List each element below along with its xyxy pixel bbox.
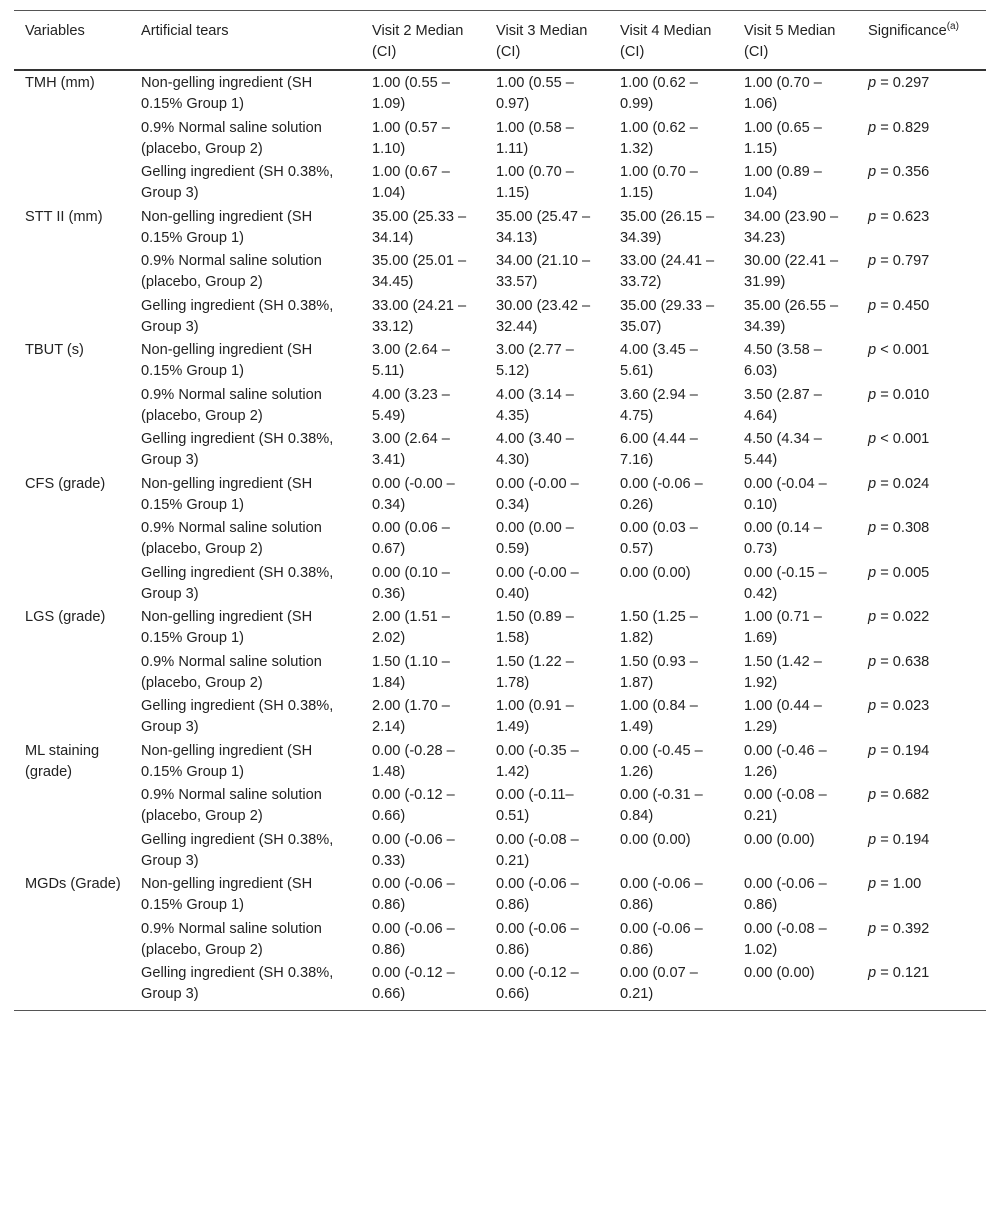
visit-3-cell: 35.00 (25.47 – 34.13) — [496, 208, 591, 246]
visit-2-cell: 4.00 (3.23 – 5.49) — [372, 386, 450, 424]
p-value: 0.024 — [892, 475, 930, 492]
visit-2-cell: 1.00 (0.67 – 1.04) — [372, 164, 450, 201]
header-visit-4: Visit 4 Median (CI) — [609, 11, 733, 71]
visit-3-cell: 1.50 (0.89 – 1.58) — [496, 609, 574, 646]
p-relation: = — [880, 520, 889, 536]
p-relation: = — [880, 742, 889, 759]
p-relation: = — [880, 609, 889, 625]
visit-5-cell: 0.00 (-0.04 – 0.10) — [744, 475, 827, 513]
p-value: 0.005 — [892, 564, 930, 581]
p-value: 1.00 — [892, 876, 922, 892]
significance-cell — [857, 206, 986, 251]
p-relation: = — [880, 164, 889, 180]
table-row — [14, 562, 986, 607]
visit-5-cell: 1.00 (0.71 – 1.69) — [744, 609, 822, 646]
variable-cell — [14, 695, 130, 740]
visit-4-cell: 0.00 (0.07 – 0.21) — [609, 962, 733, 1011]
visit-5-cell: 0.00 (0.14 – 0.73) — [744, 520, 822, 557]
significance-cell — [857, 117, 986, 162]
p-symbol: p — [868, 609, 877, 625]
artificial-tears-cell: Non-gelling ingredient (SH 0.15% Group 1) — [141, 75, 313, 112]
visit-3-cell: 0.00 (-0.00 – 0.40) — [496, 564, 579, 602]
visit-5-cell: 3.50 (2.87 – 4.64) — [744, 386, 822, 424]
p-symbol: p — [868, 253, 877, 269]
table-row — [14, 339, 986, 384]
significance-cell — [857, 517, 986, 562]
p-relation: = — [880, 208, 889, 225]
table-row — [14, 918, 986, 963]
visit-4-cell: 4.00 (3.45 – 5.61) — [620, 342, 698, 379]
p-relation: = — [880, 386, 889, 403]
table-row — [14, 206, 986, 251]
variable-cell — [14, 161, 130, 206]
visit-3-cell: 4.00 (3.40 – 4.30) — [496, 431, 574, 468]
visit-4-cell: 0.00 (-0.45 – 1.26) — [620, 742, 703, 780]
visit-4-cell: 0.00 (-0.06 – 0.86) — [620, 876, 703, 913]
variable-cell: CFS (grade) — [25, 475, 106, 492]
variable-cell: MGDs (Grade) — [25, 876, 121, 892]
significance-cell — [857, 784, 986, 829]
p-value: 0.450 — [892, 297, 930, 314]
visit-3-cell: 0.00 (-0.12 – 0.66) — [485, 962, 609, 1011]
visit-3-cell: 0.00 (-0.06 – 0.86) — [496, 920, 579, 958]
visit-5-cell: 30.00 (22.41 – 31.99) — [744, 253, 839, 290]
variable-cell: STT II (mm) — [25, 208, 103, 225]
p-value: 0.356 — [892, 164, 930, 180]
p-relation: < — [880, 342, 889, 358]
visit-2-cell: 35.00 (25.01 – 34.45) — [372, 253, 467, 290]
p-relation: = — [880, 119, 889, 136]
visit-2-cell: 1.50 (1.10 – 1.84) — [372, 653, 450, 691]
p-relation: = — [880, 831, 889, 848]
header-artificial-tears: Artificial tears — [130, 11, 361, 71]
visit-5-cell: 1.00 (0.89 – 1.04) — [744, 164, 822, 201]
significance-cell — [857, 918, 986, 963]
significance-cell — [857, 473, 986, 518]
visit-2-cell: 0.00 (-0.12 – 0.66) — [372, 787, 455, 824]
visit-5-cell: 1.00 (0.65 – 1.15) — [744, 119, 822, 157]
results-table — [14, 10, 986, 1011]
artificial-tears-cell: Non-gelling ingredient (SH 0.15% Group 1) — [141, 742, 313, 780]
visit-2-cell: 1.00 (0.55 – 1.09) — [372, 75, 450, 112]
table-row — [14, 829, 986, 874]
p-symbol: p — [868, 787, 877, 803]
visit-4-cell: 6.00 (4.44 – 7.16) — [620, 431, 698, 468]
p-symbol: p — [868, 742, 877, 759]
p-symbol: p — [868, 431, 877, 447]
visit-3-cell: 4.00 (3.14 – 4.35) — [496, 386, 574, 424]
p-symbol: p — [868, 342, 877, 358]
p-symbol: p — [868, 876, 877, 892]
table-row — [14, 784, 986, 829]
visit-5-cell: 0.00 (0.00) — [744, 831, 815, 848]
p-value: 0.001 — [892, 431, 930, 447]
p-relation: = — [880, 787, 889, 803]
header-variables: Variables — [14, 11, 130, 71]
variable-cell: ML staining (grade) — [25, 742, 100, 780]
table-row — [14, 117, 986, 162]
visit-4-cell: 1.00 (0.70 – 1.15) — [620, 164, 698, 201]
visit-4-cell: 1.00 (0.62 – 1.32) — [620, 119, 698, 157]
visit-3-cell: 3.00 (2.77 – 5.12) — [496, 342, 574, 379]
p-symbol: p — [868, 653, 877, 670]
table-row — [14, 250, 986, 295]
visit-2-cell: 2.00 (1.51 – 2.02) — [372, 609, 450, 646]
p-value: 0.121 — [892, 965, 930, 981]
significance-cell — [857, 339, 986, 384]
variable-cell — [14, 829, 130, 874]
visit-2-cell: 0.00 (-0.28 – 1.48) — [372, 742, 455, 780]
p-value: 0.638 — [892, 653, 930, 670]
visit-4-cell: 0.00 (0.00) — [620, 564, 691, 581]
p-symbol: p — [868, 75, 877, 91]
visit-3-cell: 30.00 (23.42 – 32.44) — [496, 297, 591, 335]
visit-3-cell: 0.00 (-0.06 – 0.86) — [496, 876, 579, 913]
artificial-tears-cell: Gelling ingredient (SH 0.38%, Group 3) — [141, 297, 334, 335]
p-relation: = — [880, 475, 889, 492]
p-symbol: p — [868, 164, 877, 180]
visit-2-cell: 0.00 (-0.06 – 0.86) — [372, 876, 455, 913]
p-symbol: p — [868, 386, 877, 403]
artificial-tears-cell: Gelling ingredient (SH 0.38%, Group 3) — [141, 564, 334, 602]
header-significance-label: Significance — [868, 23, 947, 39]
significance-cell — [857, 740, 986, 785]
p-value: 0.022 — [892, 609, 930, 625]
variable-cell — [14, 651, 130, 696]
variable-cell — [14, 517, 130, 562]
visit-3-cell: 1.00 (0.91 – 1.49) — [496, 698, 574, 735]
visit-5-cell: 0.00 (-0.06 – 0.86) — [744, 876, 827, 913]
p-relation: = — [880, 564, 889, 581]
table-row — [14, 651, 986, 696]
artificial-tears-cell: Gelling ingredient (SH 0.38%, Group 3) — [141, 431, 334, 468]
visit-4-cell: 0.00 (0.00) — [620, 831, 691, 848]
visit-4-cell: 3.60 (2.94 – 4.75) — [620, 386, 698, 424]
variable-cell — [14, 295, 130, 340]
p-relation: = — [880, 876, 889, 892]
table-row — [14, 384, 986, 429]
artificial-tears-cell: Non-gelling ingredient (SH 0.15% Group 1) — [141, 208, 313, 246]
variable-cell — [14, 428, 130, 473]
visit-5-cell: 34.00 (23.90 – 34.23) — [744, 208, 839, 246]
variable-cell — [14, 562, 130, 607]
visit-2-cell: 0.00 (-0.00 – 0.34) — [372, 475, 455, 513]
visit-4-cell: 1.50 (0.93 – 1.87) — [620, 653, 698, 691]
variable-cell — [14, 962, 130, 1011]
p-relation: = — [880, 297, 889, 314]
visit-2-cell: 2.00 (1.70 – 2.14) — [372, 698, 450, 735]
visit-3-cell: 1.00 (0.70 – 1.15) — [496, 164, 574, 201]
p-value: 0.194 — [892, 742, 930, 759]
table-row — [14, 962, 986, 1011]
visit-3-cell: 1.00 (0.55 – 0.97) — [496, 75, 574, 112]
p-symbol: p — [868, 208, 877, 225]
visit-5-cell: 4.50 (4.34 – 5.44) — [744, 431, 822, 468]
artificial-tears-cell: Non-gelling ingredient (SH 0.15% Group 1) — [141, 475, 313, 513]
artificial-tears-cell: Gelling ingredient (SH 0.38%, Group 3) — [141, 831, 334, 869]
visit-4-cell: 35.00 (26.15 – 34.39) — [620, 208, 715, 246]
artificial-tears-cell: Gelling ingredient (SH 0.38%, Group 3) — [141, 698, 334, 735]
visit-5-cell: 0.00 (0.00) — [733, 962, 857, 1011]
table-row — [14, 606, 986, 651]
visit-5-cell: 1.00 (0.70 – 1.06) — [744, 75, 822, 112]
visit-3-cell: 1.50 (1.22 – 1.78) — [496, 653, 574, 691]
table-row — [14, 473, 986, 518]
visit-5-cell: 4.50 (3.58 – 6.03) — [744, 342, 822, 379]
visit-2-cell: 0.00 (0.10 – 0.36) — [372, 564, 450, 602]
visit-4-cell: 0.00 (-0.06 – 0.26) — [620, 475, 703, 513]
header-visit-3: Visit 3 Median (CI) — [485, 11, 609, 71]
visit-3-cell: 0.00 (-0.08 – 0.21) — [496, 831, 579, 869]
significance-cell — [857, 384, 986, 429]
significance-cell — [857, 606, 986, 651]
artificial-tears-cell: 0.9% Normal saline solution (placebo, Group 2) — [141, 653, 322, 691]
p-symbol: p — [868, 119, 877, 136]
table-row — [14, 428, 986, 473]
significance-cell — [857, 250, 986, 295]
p-symbol: p — [868, 831, 877, 848]
artificial-tears-cell: 0.9% Normal saline solution (placebo, Group 2) — [141, 920, 322, 958]
p-value: 0.797 — [892, 253, 930, 269]
significance-cell — [857, 873, 986, 918]
significance-cell — [857, 829, 986, 874]
p-relation: = — [880, 698, 889, 714]
p-value: 0.194 — [892, 831, 930, 848]
significance-cell — [857, 962, 986, 1011]
p-symbol: p — [868, 297, 877, 314]
visit-2-cell: 3.00 (2.64 – 5.11) — [372, 342, 450, 379]
visit-2-cell: 3.00 (2.64 – 3.41) — [372, 431, 450, 468]
visit-3-cell: 0.00 (0.00 – 0.59) — [496, 520, 574, 557]
p-relation: = — [880, 75, 889, 91]
p-symbol: p — [868, 920, 877, 937]
artificial-tears-cell: 0.9% Normal saline solution (placebo, Group 2) — [141, 253, 322, 290]
variable-cell — [14, 250, 130, 295]
visit-3-cell: 0.00 (-0.11– 0.51) — [496, 787, 574, 824]
visit-4-cell: 1.50 (1.25 – 1.82) — [620, 609, 698, 646]
variable-cell — [14, 784, 130, 829]
visit-5-cell: 1.50 (1.42 – 1.92) — [744, 653, 822, 691]
p-symbol: p — [868, 564, 877, 581]
p-value: 0.308 — [892, 520, 930, 536]
p-symbol: p — [868, 520, 877, 536]
artificial-tears-cell: 0.9% Normal saline solution (placebo, Group 2) — [141, 119, 322, 157]
table-body — [14, 70, 986, 1011]
visit-4-cell: 1.00 (0.62 – 0.99) — [620, 75, 698, 112]
visit-3-cell: 1.00 (0.58 – 1.11) — [496, 119, 574, 157]
variable-cell — [14, 117, 130, 162]
variable-cell: TMH (mm) — [25, 75, 95, 91]
visit-2-cell: 0.00 (0.06 – 0.67) — [372, 520, 450, 557]
table-row — [14, 70, 986, 117]
visit-4-cell: 1.00 (0.84 – 1.49) — [620, 698, 698, 735]
table-header — [14, 11, 986, 71]
significance-cell — [857, 161, 986, 206]
visit-2-cell: 0.00 (-0.12 – 0.66) — [361, 962, 485, 1011]
artificial-tears-cell: 0.9% Normal saline solution (placebo, Group 2) — [141, 520, 322, 557]
p-relation: < — [880, 431, 889, 447]
p-relation: = — [880, 920, 889, 937]
table-row — [14, 873, 986, 918]
variable-cell — [14, 918, 130, 963]
visit-5-cell: 0.00 (-0.46 – 1.26) — [744, 742, 827, 780]
table-row — [14, 517, 986, 562]
visit-4-cell: 0.00 (-0.06 – 0.86) — [620, 920, 703, 958]
visit-5-cell: 0.00 (-0.08 – 0.21) — [744, 787, 827, 824]
p-symbol: p — [868, 965, 877, 981]
p-relation: = — [880, 965, 889, 981]
visit-2-cell: 33.00 (24.21 – 33.12) — [372, 297, 467, 335]
visit-5-cell: 0.00 (-0.15 – 0.42) — [744, 564, 827, 602]
table-row — [14, 161, 986, 206]
p-value: 0.297 — [892, 75, 930, 91]
p-symbol: p — [868, 698, 877, 714]
visit-5-cell: 35.00 (26.55 – 34.39) — [744, 297, 839, 335]
p-value: 0.023 — [892, 698, 930, 714]
artificial-tears-cell: 0.9% Normal saline solution (placebo, Group 2) — [141, 787, 322, 824]
p-value: 0.010 — [892, 386, 930, 403]
visit-2-cell: 0.00 (-0.06 – 0.86) — [372, 920, 455, 958]
artificial-tears-cell: Non-gelling ingredient (SH 0.15% Group 1) — [141, 876, 313, 913]
p-value: 0.392 — [892, 920, 930, 937]
significance-cell — [857, 428, 986, 473]
visit-5-cell: 0.00 (-0.08 – 1.02) — [744, 920, 827, 958]
visit-3-cell: 34.00 (21.10 – 33.57) — [496, 253, 591, 290]
significance-cell — [857, 70, 986, 117]
artificial-tears-cell: 0.9% Normal saline solution (placebo, Group 2) — [141, 386, 322, 424]
visit-4-cell: 0.00 (0.03 – 0.57) — [620, 520, 698, 557]
significance-cell — [857, 651, 986, 696]
table-row — [14, 740, 986, 785]
variable-cell: TBUT (s) — [25, 342, 84, 358]
visit-2-cell: 0.00 (-0.06 – 0.33) — [372, 831, 455, 869]
p-value: 0.682 — [892, 787, 930, 803]
variable-cell: LGS (grade) — [25, 609, 106, 625]
p-relation: = — [880, 653, 889, 670]
visit-4-cell: 0.00 (-0.31 – 0.84) — [620, 787, 703, 824]
artificial-tears-cell: Gelling ingredient (SH 0.38%, Group 3) — [130, 962, 361, 1011]
variable-cell — [14, 384, 130, 429]
visit-3-cell: 0.00 (-0.35 – 1.42) — [496, 742, 579, 780]
p-value: 0.623 — [892, 208, 930, 225]
visit-3-cell: 0.00 (-0.00 – 0.34) — [496, 475, 579, 513]
artificial-tears-cell: Non-gelling ingredient (SH 0.15% Group 1) — [141, 342, 313, 379]
header-visit-5: Visit 5 Median (CI) — [733, 11, 857, 71]
visit-5-cell: 1.00 (0.44 – 1.29) — [744, 698, 822, 735]
p-value: 0.001 — [892, 342, 930, 358]
significance-footnote-marker: (a) — [946, 21, 959, 33]
artificial-tears-cell: Gelling ingredient (SH 0.38%, Group 3) — [141, 164, 334, 201]
visit-2-cell: 35.00 (25.33 – 34.14) — [372, 208, 467, 246]
visit-4-cell: 33.00 (24.41 – 33.72) — [620, 253, 715, 290]
header-visit-2: Visit 2 Median (CI) — [361, 11, 485, 71]
significance-cell — [857, 695, 986, 740]
table-row — [14, 695, 986, 740]
visit-4-cell: 35.00 (29.33 – 35.07) — [620, 297, 715, 335]
artificial-tears-cell: Non-gelling ingredient (SH 0.15% Group 1) — [141, 609, 313, 646]
significance-cell — [857, 295, 986, 340]
header-row — [14, 11, 986, 71]
table-row — [14, 295, 986, 340]
p-relation: = — [880, 253, 889, 269]
p-value: 0.829 — [892, 119, 930, 136]
significance-cell — [857, 562, 986, 607]
visit-2-cell: 1.00 (0.57 – 1.10) — [372, 119, 450, 157]
header-significance — [857, 11, 986, 71]
p-symbol: p — [868, 475, 877, 492]
